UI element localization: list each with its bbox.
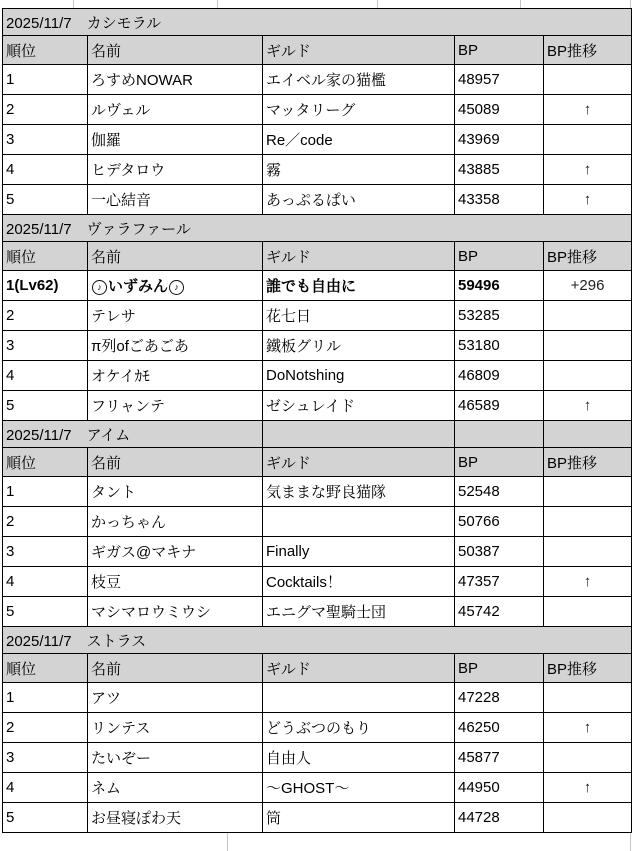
guild-cell[interactable]: 誰でも自由に (263, 271, 455, 301)
guild-cell[interactable]: Re／code (263, 125, 455, 155)
rank-cell[interactable]: 4 (3, 155, 88, 185)
ranking-row (3, 331, 632, 361)
header-bp-trend[interactable]: BP推移 (544, 654, 632, 683)
ranking-row (3, 185, 632, 215)
rank-cell[interactable]: 1 (3, 65, 88, 95)
trend-cell[interactable] (544, 331, 632, 361)
header-bp[interactable]: BP (455, 654, 544, 683)
ranking-sheet (2, 8, 632, 833)
header-name[interactable]: 名前 (88, 36, 263, 65)
rank-cell[interactable]: 4 (3, 361, 88, 391)
section-band-row (3, 627, 632, 654)
sheet-gridline (377, 0, 378, 8)
header-rank[interactable]: 順位 (3, 654, 88, 683)
rank-cell[interactable]: 3 (3, 743, 88, 773)
bp-cell[interactable]: 45742 (455, 597, 544, 627)
section-date-server[interactable]: 2025/11/7 カシモラル (3, 9, 632, 36)
sheet-gridline (630, 0, 631, 8)
header-guild[interactable]: ギルド (263, 654, 455, 683)
ranking-row (3, 537, 632, 567)
guild-cell[interactable]: マッタリーグ (263, 95, 455, 125)
section-date-server[interactable]: 2025/11/7 ヴァラファール (3, 215, 632, 242)
guild-cell[interactable]: DoNotshing (263, 361, 455, 391)
header-bp[interactable]: BP (455, 448, 544, 477)
header-name[interactable]: 名前 (88, 242, 263, 271)
ranking-row (3, 713, 632, 743)
rank-cell[interactable]: 2 (3, 507, 88, 537)
bp-delta-cell[interactable]: +296 (544, 271, 632, 301)
name-cell[interactable]: オケイｶﾓ (88, 361, 263, 391)
ranking-row (3, 773, 632, 803)
header-bp-trend[interactable]: BP推移 (544, 242, 632, 271)
bp-cell[interactable]: 47228 (455, 683, 544, 713)
player-name: いずみん (108, 278, 169, 295)
header-bp-trend[interactable]: BP推移 (544, 36, 632, 65)
trend-cell[interactable] (544, 361, 632, 391)
ranking-row (3, 683, 632, 713)
guild-cell[interactable]: Cocktails！ (263, 567, 455, 597)
rank-cell[interactable]: 2 (3, 95, 88, 125)
trend-up-arrow[interactable]: ↑ (544, 185, 632, 215)
guild-cell[interactable]: エニグマ聖騎士団 (263, 597, 455, 627)
bp-cell[interactable]: 53285 (455, 301, 544, 331)
trend-cell[interactable] (544, 507, 632, 537)
guild-cell[interactable]: Finally (263, 537, 455, 567)
trend-up-arrow[interactable]: ↑ (544, 95, 632, 125)
rank-cell[interactable]: 4 (3, 773, 88, 803)
circled-note-icon: ♪ (169, 280, 184, 295)
section-band-row (3, 215, 632, 242)
section-band-row (3, 9, 632, 36)
trend-up-arrow[interactable]: ↑ (544, 713, 632, 743)
name-cell[interactable]: アツ (88, 683, 263, 713)
guild-cell[interactable]: ～GHOST～ (263, 773, 455, 803)
ranking-row (3, 477, 632, 507)
empty-band-cell[interactable] (455, 421, 544, 448)
ranking-row (3, 125, 632, 155)
name-cell[interactable] (88, 271, 263, 301)
rank-cell[interactable]: 1(Lv62) (3, 271, 88, 301)
guild-cell[interactable]: あっぷるぱい (263, 185, 455, 215)
bp-cell[interactable]: 43885 (455, 155, 544, 185)
guild-cell[interactable]: 鐵板グリル (263, 331, 455, 361)
name-cell[interactable]: たいぞー (88, 743, 263, 773)
guild-cell[interactable]: 自由人 (263, 743, 455, 773)
name-cell[interactable]: リンテス (88, 713, 263, 743)
name-cell[interactable]: 枝豆 (88, 567, 263, 597)
rank-cell[interactable]: 5 (3, 185, 88, 215)
name-cell[interactable]: ヒデタロウ (88, 155, 263, 185)
bp-cell[interactable]: 46589 (455, 391, 544, 421)
trend-cell[interactable] (544, 65, 632, 95)
name-cell[interactable]: フリャンテ (88, 391, 263, 421)
guild-cell[interactable] (263, 683, 455, 713)
name-cell[interactable]: かっちゃん (88, 507, 263, 537)
circled-note-icon: ♪ (92, 280, 107, 295)
name-cell[interactable]: 伽羅 (88, 125, 263, 155)
trend-cell[interactable] (544, 803, 632, 833)
bp-cell[interactable]: 47357 (455, 567, 544, 597)
header-rank[interactable]: 順位 (3, 36, 88, 65)
bp-cell[interactable]: 44950 (455, 773, 544, 803)
section-date-server[interactable]: 2025/11/7 アイム (3, 421, 263, 448)
guild-cell[interactable]: 気ままな野良猫隊 (263, 477, 455, 507)
ranking-row (3, 567, 632, 597)
empty-band-cell[interactable] (263, 421, 455, 448)
trend-cell[interactable] (544, 537, 632, 567)
name-cell[interactable]: テレサ (88, 301, 263, 331)
guild-cell[interactable]: エイベル家の猫檻 (263, 65, 455, 95)
ranking-row (3, 65, 632, 95)
header-name[interactable]: 名前 (88, 654, 263, 683)
ranking-row (3, 301, 632, 331)
trend-cell[interactable] (544, 683, 632, 713)
bp-cell[interactable]: 45877 (455, 743, 544, 773)
name-cell[interactable]: マシマロウミウシ (88, 597, 263, 627)
column-header-row (3, 654, 632, 683)
name-cell[interactable]: ギガス@マキナ (88, 537, 263, 567)
rank-cell[interactable]: 4 (3, 567, 88, 597)
empty-band-cell[interactable] (544, 421, 632, 448)
bp-cell[interactable]: 46250 (455, 713, 544, 743)
column-header-row (3, 36, 632, 65)
name-cell[interactable]: タント (88, 477, 263, 507)
rank-cell[interactable]: 3 (3, 331, 88, 361)
ranking-row (3, 391, 632, 421)
name-cell[interactable]: ルヴェル (88, 95, 263, 125)
ranking-row (3, 507, 632, 537)
trend-cell[interactable] (544, 125, 632, 155)
name-cell[interactable]: ネム (88, 773, 263, 803)
sheet-gridline (520, 0, 521, 8)
guild-cell[interactable]: 筒 (263, 803, 455, 833)
name-cell[interactable]: ろすめNOWAR (88, 65, 263, 95)
bp-cell[interactable]: 48957 (455, 65, 544, 95)
bp-cell[interactable]: 53180 (455, 331, 544, 361)
bp-cell[interactable]: 45089 (455, 95, 544, 125)
rank-cell[interactable]: 5 (3, 597, 88, 627)
ranking-row (3, 803, 632, 833)
trend-cell[interactable] (544, 597, 632, 627)
guild-cell[interactable]: どうぶつのもり (263, 713, 455, 743)
ranking-row (3, 155, 632, 185)
header-name[interactable]: 名前 (88, 448, 263, 477)
column-header-row (3, 242, 632, 271)
name-cell[interactable]: π列ofごあごあ (88, 331, 263, 361)
header-bp[interactable]: BP (455, 242, 544, 271)
column-header-row (3, 448, 632, 477)
rank-cell[interactable]: 2 (3, 301, 88, 331)
bp-cell[interactable]: 50766 (455, 507, 544, 537)
rank-cell[interactable]: 5 (3, 391, 88, 421)
header-bp-trend[interactable]: BP推移 (544, 448, 632, 477)
guild-cell[interactable] (263, 507, 455, 537)
guild-cell[interactable]: 花七日 (263, 301, 455, 331)
ranking-row (3, 743, 632, 773)
sheet-gridline (227, 833, 228, 851)
trend-cell[interactable] (544, 301, 632, 331)
name-cell[interactable]: お昼寝ぽわ天 (88, 803, 263, 833)
bp-cell[interactable]: 46809 (455, 361, 544, 391)
header-bp[interactable]: BP (455, 36, 544, 65)
rank-cell[interactable]: 5 (3, 803, 88, 833)
section-date-server[interactable]: 2025/11/7 ストラス (3, 627, 632, 654)
trend-cell[interactable] (544, 743, 632, 773)
ranking-row (3, 361, 632, 391)
rank-cell[interactable]: 1 (3, 683, 88, 713)
rank-cell[interactable]: 2 (3, 713, 88, 743)
guild-cell[interactable]: ゼシュレイド (263, 391, 455, 421)
bp-cell[interactable]: 43969 (455, 125, 544, 155)
header-guild[interactable]: ギルド (263, 242, 455, 271)
bp-cell[interactable]: 50387 (455, 537, 544, 567)
rank-cell[interactable]: 3 (3, 537, 88, 567)
sheet-gridline (630, 833, 631, 851)
ranking-row (3, 597, 632, 627)
trend-up-arrow[interactable]: ↑ (544, 773, 632, 803)
bp-cell[interactable]: 52548 (455, 477, 544, 507)
bp-cell[interactable]: 43358 (455, 185, 544, 215)
sheet-gridline (217, 0, 218, 8)
section-band-row (3, 421, 632, 448)
rank-cell[interactable]: 1 (3, 477, 88, 507)
header-rank[interactable]: 順位 (3, 242, 88, 271)
sheet-gridline (73, 0, 74, 8)
header-guild[interactable]: ギルド (263, 36, 455, 65)
trend-up-arrow[interactable]: ↑ (544, 567, 632, 597)
ranking-row (3, 95, 632, 125)
header-guild[interactable]: ギルド (263, 448, 455, 477)
header-rank[interactable]: 順位 (3, 448, 88, 477)
rank-cell[interactable]: 3 (3, 125, 88, 155)
bp-cell[interactable]: 59496 (455, 271, 544, 301)
trend-up-arrow[interactable]: ↑ (544, 155, 632, 185)
trend-cell[interactable] (544, 477, 632, 507)
ranking-table (2, 8, 632, 833)
guild-cell[interactable]: 霧 (263, 155, 455, 185)
bp-cell[interactable]: 44728 (455, 803, 544, 833)
trend-up-arrow[interactable]: ↑ (544, 391, 632, 421)
ranking-row-top-bold (3, 271, 632, 301)
name-cell[interactable]: 一心結音 (88, 185, 263, 215)
